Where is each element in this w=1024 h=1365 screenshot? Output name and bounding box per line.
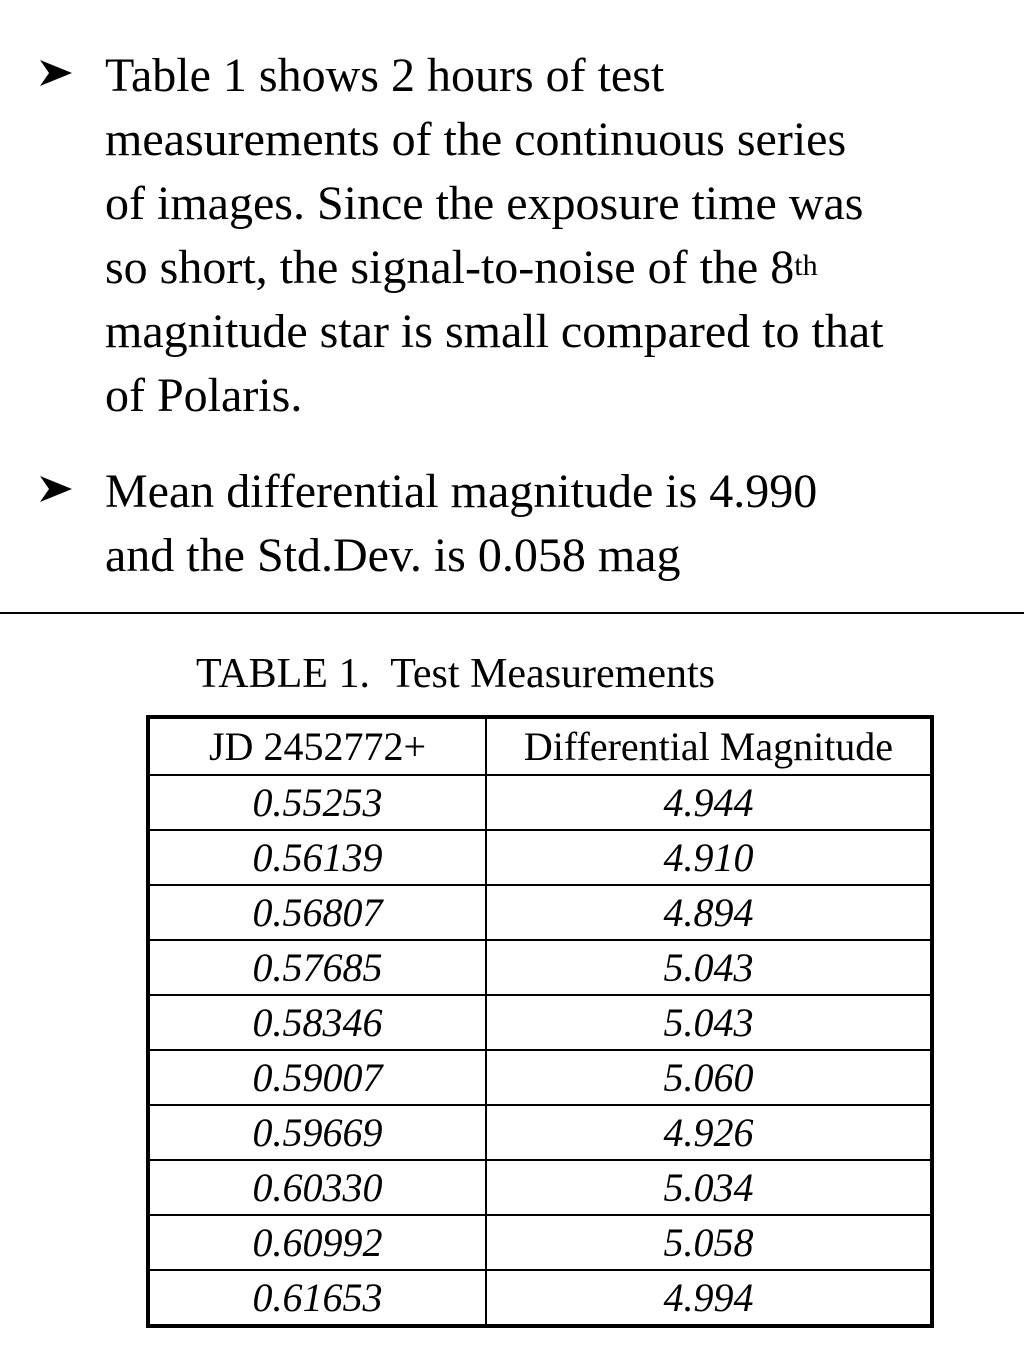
magnitude-cell: 5.043 xyxy=(486,995,932,1050)
table-row xyxy=(148,995,932,1050)
ordinal-superscript: th xyxy=(794,249,818,282)
arrow-bullet-icon xyxy=(38,58,74,88)
table-row xyxy=(148,1105,932,1160)
magnitude-cell: 4.926 xyxy=(486,1105,932,1160)
bullet-line-text: so short, the signal-to-noise of the 8 xyxy=(105,241,795,294)
divider xyxy=(0,612,1024,614)
table-row xyxy=(148,1160,932,1215)
bullet-line: Table 1 shows 2 hours of test xyxy=(105,49,665,102)
table-row xyxy=(148,885,932,940)
jd-cell: 0.61653 xyxy=(148,1270,486,1326)
arrow-bullet-icon xyxy=(38,474,74,504)
magnitude-cell: 4.944 xyxy=(486,775,932,830)
table-row xyxy=(148,1215,932,1270)
jd-cell: 0.58346 xyxy=(148,995,486,1050)
jd-cell: 0.60330 xyxy=(148,1160,486,1215)
bullet-line: Mean differential magnitude is 4.990 xyxy=(105,465,818,518)
table-row xyxy=(148,775,932,830)
bullet-text xyxy=(105,460,1005,588)
column-header-magnitude: Differential Magnitude xyxy=(486,717,932,775)
table-row xyxy=(148,830,932,885)
bullet-line: measurements of the continuous series xyxy=(105,113,847,166)
table-row xyxy=(148,1050,932,1105)
magnitude-cell: 4.894 xyxy=(486,885,932,940)
table-caption: TABLE 1. Test Measurements xyxy=(196,651,715,697)
magnitude-cell: 5.034 xyxy=(486,1160,932,1215)
bullet-line: and the Std.Dev. is 0.058 mag xyxy=(105,529,681,582)
table-header-row xyxy=(148,717,932,775)
jd-cell: 0.57685 xyxy=(148,940,486,995)
jd-cell: 0.55253 xyxy=(148,775,486,830)
magnitude-cell: 4.994 xyxy=(486,1270,932,1326)
magnitude-cell: 4.910 xyxy=(486,830,932,885)
table-row xyxy=(148,1270,932,1326)
jd-cell: 0.60992 xyxy=(148,1215,486,1270)
column-header-jd: JD 2452772+ xyxy=(148,717,486,775)
measurements-table xyxy=(146,715,934,1328)
table-row xyxy=(148,940,932,995)
magnitude-cell: 5.043 xyxy=(486,940,932,995)
jd-cell: 0.56807 xyxy=(148,885,486,940)
bullet-line xyxy=(105,236,1005,300)
jd-cell: 0.56139 xyxy=(148,830,486,885)
bullet-text xyxy=(105,44,1005,428)
jd-cell: 0.59669 xyxy=(148,1105,486,1160)
bullet-line: magnitude star is small compared to that xyxy=(105,305,884,358)
magnitude-cell: 5.058 xyxy=(486,1215,932,1270)
bullet-line: of Polaris. xyxy=(105,369,303,422)
magnitude-cell: 5.060 xyxy=(486,1050,932,1105)
bullet-line: of images. Since the exposure time was xyxy=(105,177,864,230)
jd-cell: 0.59007 xyxy=(148,1050,486,1105)
